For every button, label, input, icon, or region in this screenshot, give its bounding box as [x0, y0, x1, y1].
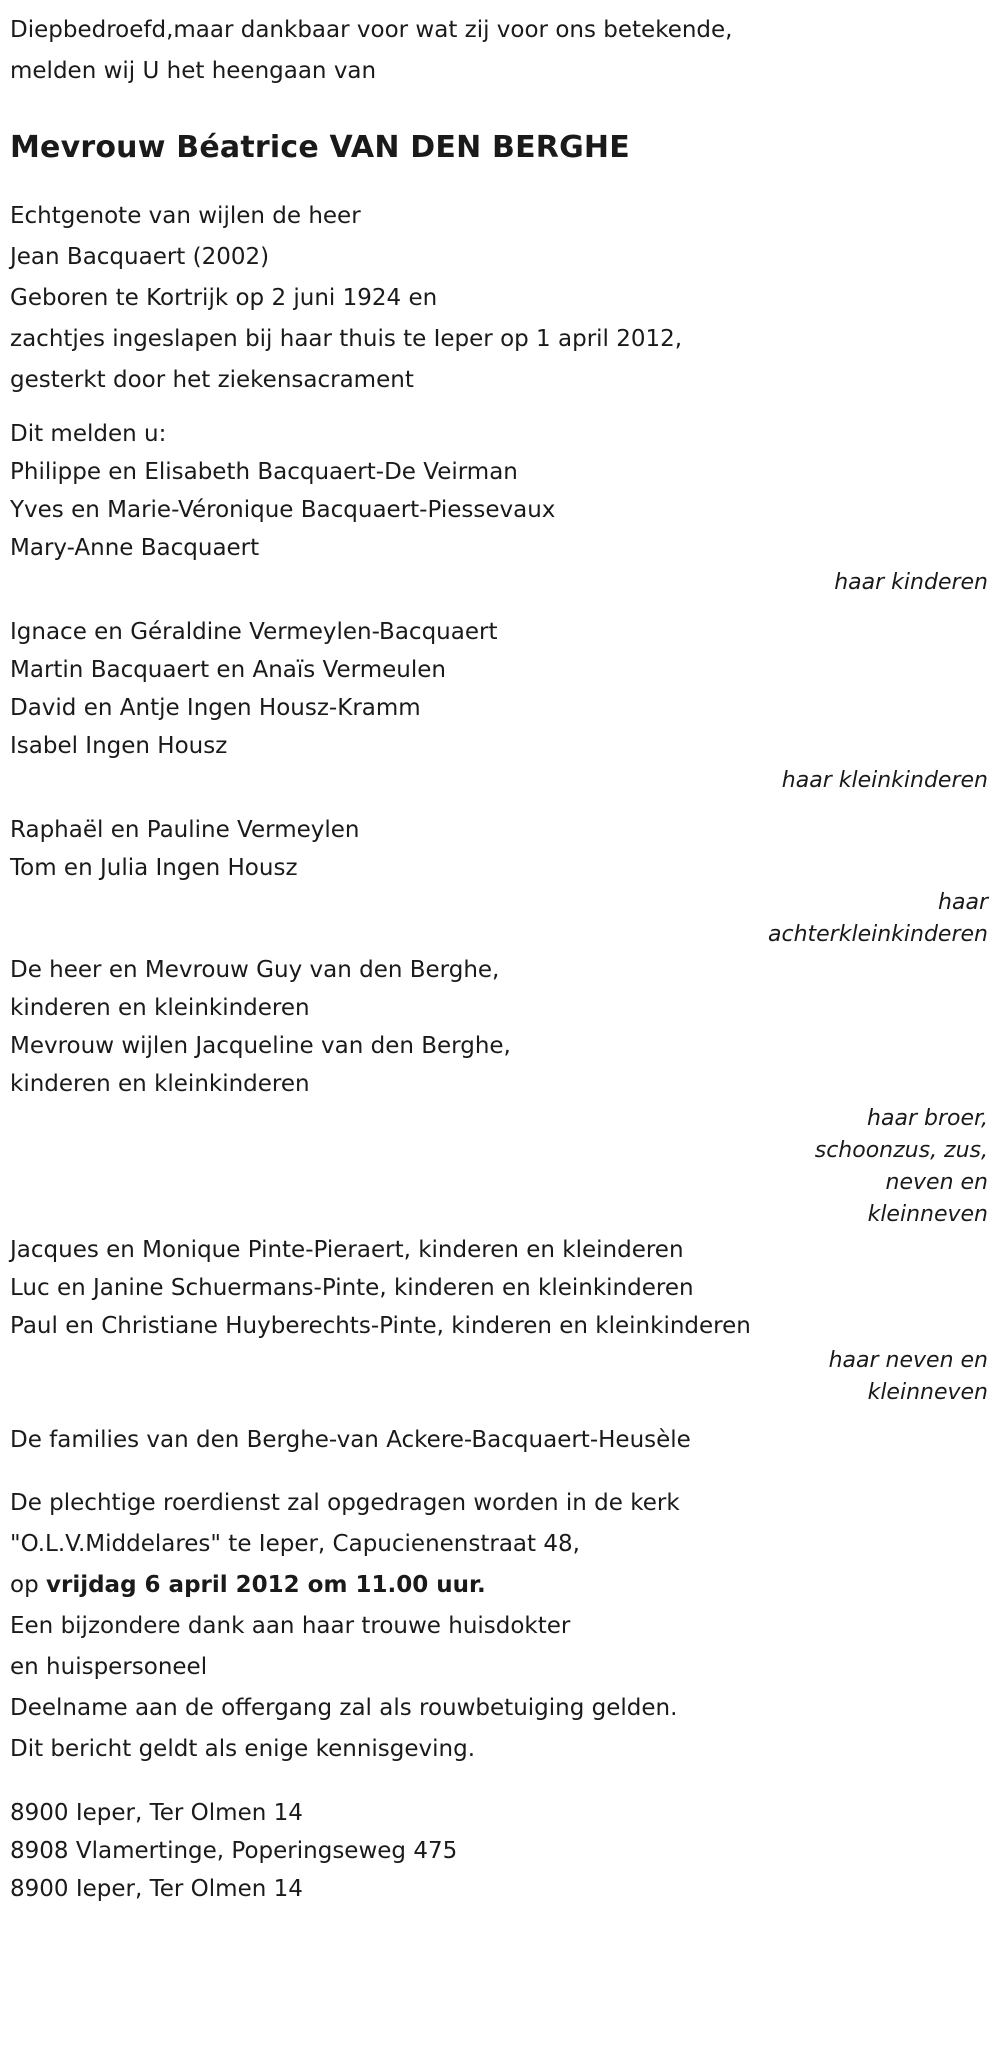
details-block — [10, 196, 990, 401]
thanks-block — [10, 1606, 990, 1688]
relation-group-children — [10, 453, 990, 599]
relation-label: haar — [938, 890, 988, 915]
person-line: Martin Bacquaert en Anaïs Vermeulen — [10, 657, 446, 683]
relation-label: haar neven en — [828, 1348, 988, 1373]
relation-label: kleinneven — [867, 1380, 988, 1405]
relation-label: kleinneven — [867, 1202, 988, 1227]
deceased-name: Mevrouw Béatrice VAN DEN BERGHE — [10, 130, 630, 165]
relation-group-great-grandchildren — [10, 811, 990, 951]
relation-label: haar broer, — [867, 1106, 988, 1131]
spacer — [10, 599, 990, 613]
address-line: 8908 Vlamertinge, Poperingseweg 475 — [10, 1838, 458, 1864]
service-block — [10, 1483, 990, 1606]
person-line: Luc en Janine Schuermans-Pinte, kinderen en kleinkinderen — [10, 1275, 694, 1301]
detail-line: gesterkt door het ziekensacrament — [10, 367, 414, 393]
spacer — [10, 401, 990, 415]
relation-label: neven en — [885, 1170, 988, 1195]
thanks-line: Een bijzondere dank aan haar trouwe huisdokter — [10, 1613, 571, 1639]
relation-group-siblings — [10, 951, 990, 1231]
notices-block — [10, 1688, 990, 1770]
person-line: Mevrouw wijlen Jacqueline van den Berghe, — [10, 1033, 511, 1059]
relation-label: haar kinderen — [834, 570, 988, 595]
service-line: "O.L.V.Middelares" te Ieper, Capucienenstraat 48, — [10, 1531, 580, 1557]
intro-line: melden wij U het heengaan van — [10, 58, 377, 84]
person-line: Raphaël en Pauline Vermeylen — [10, 817, 360, 843]
person-line: Mary-Anne Bacquaert — [10, 535, 260, 561]
person-line: kinderen en kleinkinderen — [10, 995, 310, 1021]
person-line: Yves en Marie-Véronique Bacquaert-Piessevaux — [10, 497, 556, 523]
intro-block — [10, 10, 990, 92]
address-line: 8900 Ieper, Ter Olmen 14 — [10, 1800, 303, 1826]
thanks-line: en huispersoneel — [10, 1654, 208, 1680]
service-datetime-line — [10, 1565, 990, 1606]
notice-line: Dit bericht geldt als enige kennisgeving. — [10, 1736, 476, 1762]
detail-line: Geboren te Kortrijk op 2 juni 1924 en — [10, 285, 438, 311]
families-line: De families van den Berghe-van Ackere-Bacquaert-Heusèle — [10, 1427, 691, 1453]
intro-line: Diepbedroefd,maar dankbaar voor wat zij voor ons betekende, — [10, 17, 733, 43]
spacer — [10, 1770, 990, 1794]
detail-line: zachtjes ingeslapen bij haar thuis te Ieper op 1 april 2012, — [10, 326, 683, 352]
announce-intro: Dit melden u: — [10, 421, 167, 447]
relation-label: haar kleinkinderen — [781, 768, 988, 793]
addresses-block — [10, 1794, 990, 1908]
service-line: De plechtige roerdienst zal opgedragen worden in de kerk — [10, 1490, 680, 1516]
person-line: Ignace en Géraldine Vermeylen-Bacquaert — [10, 619, 498, 645]
relation-group-cousins — [10, 1231, 990, 1409]
person-line: Jacques en Monique Pinte-Pieraert, kinderen en kleinderen — [10, 1237, 684, 1263]
relation-group-grandchildren — [10, 613, 990, 797]
person-line: David en Antje Ingen Housz-Kramm — [10, 695, 421, 721]
person-line: Tom en Julia Ingen Housz — [10, 855, 298, 881]
person-line: kinderen en kleinkinderen — [10, 1071, 310, 1097]
relation-label: achterkleinkinderen — [768, 922, 988, 947]
service-datetime-bold: vrijdag 6 april 2012 om 11.00 uur. — [45, 1572, 486, 1598]
person-line: De heer en Mevrouw Guy van den Berghe, — [10, 957, 500, 983]
spacer — [10, 1459, 990, 1483]
person-line: Paul en Christiane Huyberechts-Pinte, kinderen en kleinkinderen — [10, 1313, 751, 1339]
person-line: Philippe en Elisabeth Bacquaert-De Veirman — [10, 459, 518, 485]
spacer — [10, 797, 990, 811]
detail-line: Echtgenote van wijlen de heer — [10, 203, 361, 229]
notice-line: Deelname aan de offergang zal als rouwbetuiging gelden. — [10, 1695, 678, 1721]
detail-line: Jean Bacquaert (2002) — [10, 244, 270, 270]
address-line: 8900 Ieper, Ter Olmen 14 — [10, 1876, 303, 1902]
relation-label: schoonzus, zus, — [814, 1138, 988, 1163]
service-datetime-prefix: op — [10, 1572, 46, 1598]
person-line: Isabel Ingen Housz — [10, 733, 228, 759]
